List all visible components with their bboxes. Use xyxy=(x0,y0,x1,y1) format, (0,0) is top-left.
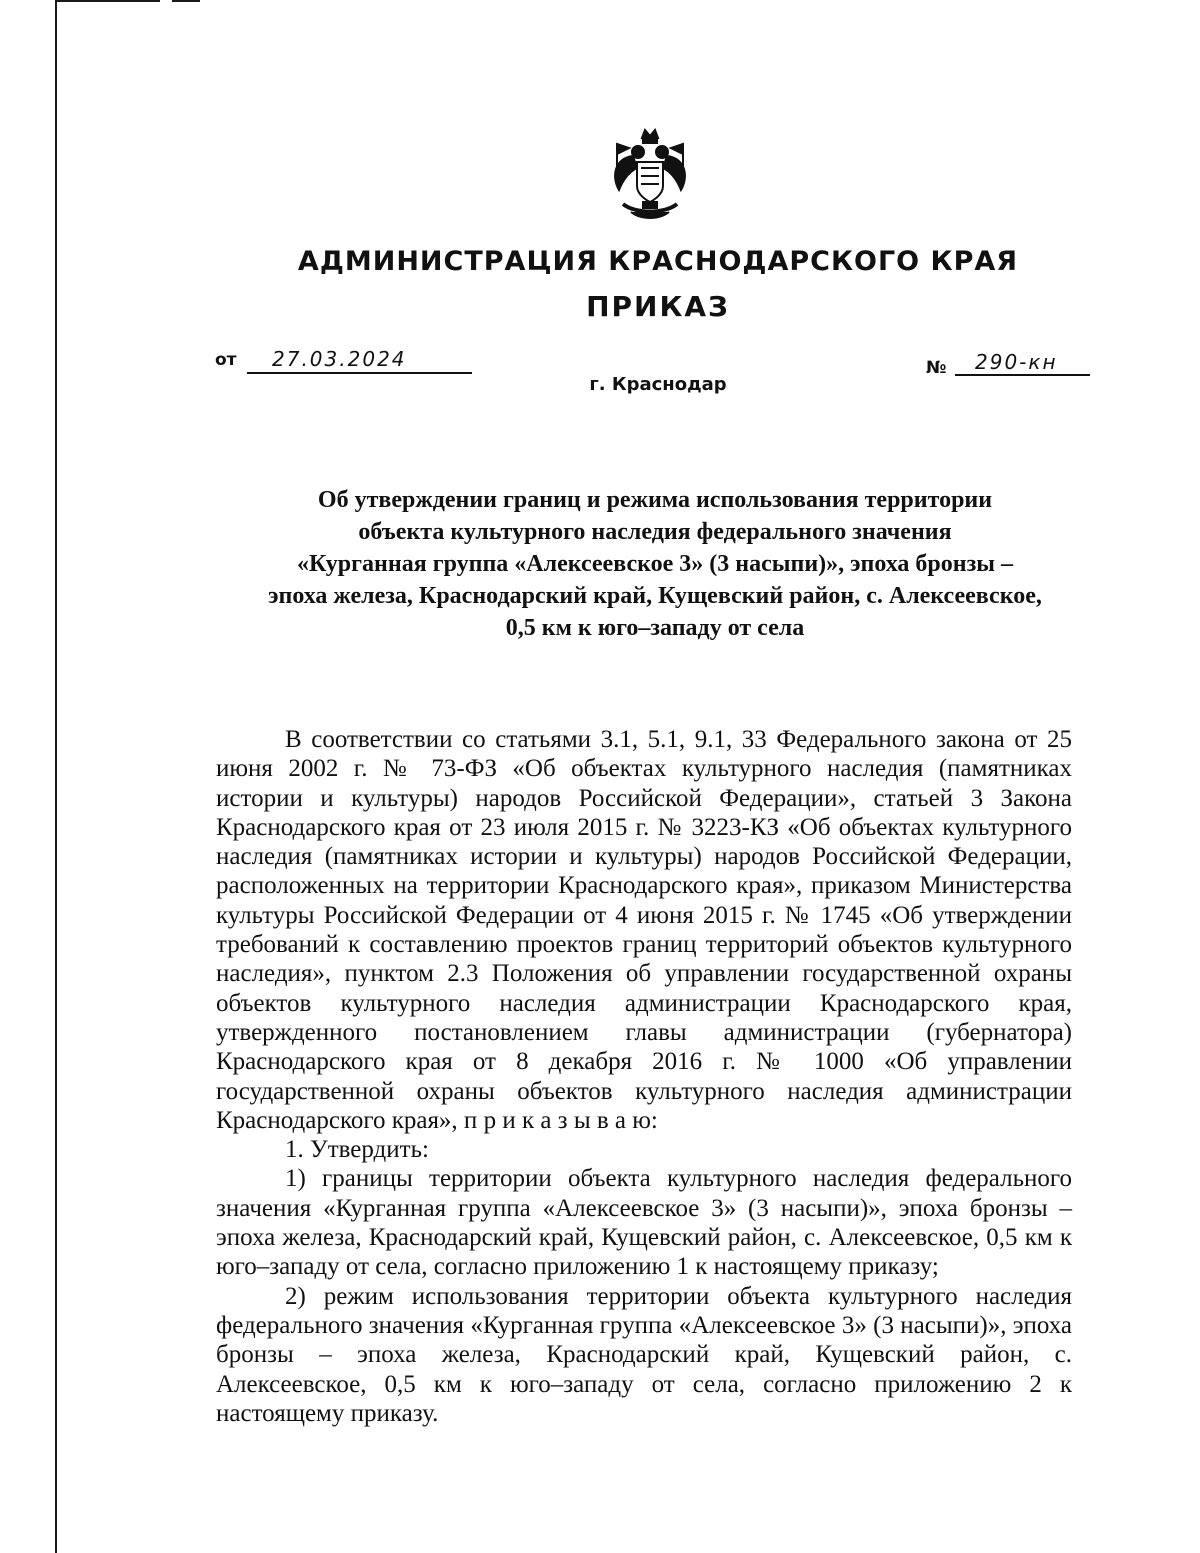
date-label: от xyxy=(215,350,237,370)
item-1-paragraph: 1. Утвердить: xyxy=(285,1136,429,1164)
scan-edge-top xyxy=(55,0,200,2)
title-line: эпоха железа, Краснодарский край, Кущевский район, с. Алексеевское, xyxy=(268,583,1042,609)
date-value: 27.03.2024 xyxy=(272,347,407,371)
document-body xyxy=(216,725,1072,1428)
document-title xyxy=(200,484,1110,644)
subitem-1-paragraph: 1) границы территории объекта культурного наследия федерального значения «Курганная группа «Алексеевское 3» (3 насыпи)», эпоха бронзы – эпоха железа, Краснодарский край, Кущевский район, с. Алексеевское, 0,5 км к юго–западу от села, согласно приложению 1 к настоящему приказу; xyxy=(216,1165,1072,1281)
title-line: Об утверждении границ и режима использования территории xyxy=(317,487,993,513)
title-line: 0,5 км к юго–западу от села xyxy=(505,615,805,641)
organization-title: АДМИНИСТРАЦИЯ КРАСНОДАРСКОГО КРАЯ xyxy=(297,246,1019,277)
number-label: № xyxy=(926,358,947,378)
preamble-paragraph: В соответствии со статьями 3.1, 5.1, 9.1, 33 Федерального закона от 25 июня 2002 г. № 73-ФЗ «Об объектах культурного наследия (памятниках истории и культуры) народов Российской Федерации», статьей 3 Закона Краснодарского края от 23 июля 2015 г. № 3223-КЗ «Об объектах культурного наследия (памятниках истории и культуры) народов Российской Федерации, расположенных на территории Краснодарского края», приказом Министерства культуры Российской Федерации от 4 июня 2015 г. № 1745 «Об утверждении требований к составлению проектов границ территорий объектов культурного наследия», пунктом 2.3 Положения об управлении государственной охраны объектов культурного наследия администрации Краснодарского края, утвержденного постановлением главы администрации (губернатора) Краснодарского края от 8 декабря 2016 г. № 1000 «Об управлении государственной охраны объектов культурного наследия администрации Краснодарского края», п р и к а з ы в а ю: xyxy=(216,726,1072,1134)
document-type-title: ПРИКАЗ xyxy=(586,290,730,323)
city-label: г. Краснодар xyxy=(589,374,727,395)
number-value: 290-кн xyxy=(975,350,1058,374)
coat-of-arms-icon xyxy=(605,128,695,224)
scan-edge-left xyxy=(55,0,57,1553)
scan-edge-top-gap xyxy=(160,0,172,3)
title-line: объекта культурного наследия федерального значения xyxy=(358,519,952,545)
title-line: «Курганная группа «Алексеевское 3» (3 насыпи)», эпоха бронзы – xyxy=(297,551,1013,577)
subitem-2-paragraph: 2) режим использования территории объекта культурного наследия федерального значения «Курганная группа «Алексеевское 3» (3 насыпи)», эпоха бронзы – эпоха железа, Краснодарский край, Кущевский район, с. Алексеевское, 0,5 км к юго–западу от села, согласно приложению 2 к настоящему приказу. xyxy=(216,1282,1072,1427)
